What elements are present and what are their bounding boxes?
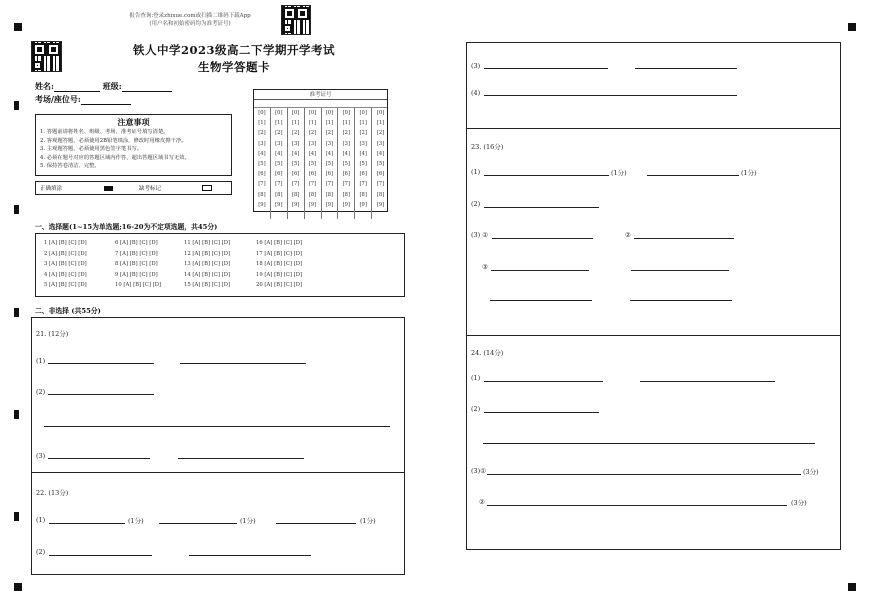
answer-line[interactable]	[49, 555, 152, 556]
answer-line[interactable]	[647, 175, 739, 176]
answer-line[interactable]	[484, 95, 737, 96]
exam-id-digit-bubble[interactable]: [6]	[292, 171, 300, 178]
exam-id-digit-bubble[interactable]: [0]	[376, 110, 385, 116]
notice-box	[35, 114, 232, 176]
exam-id-digit-bubble[interactable]: [0]	[359, 110, 367, 116]
answer-line[interactable]	[159, 523, 237, 524]
choice-row[interactable]: 1 [A] [B] [C] [D]	[44, 240, 87, 246]
exam-id-digit-bubble[interactable]: [7]	[258, 181, 266, 188]
exam-id-digit-bubble[interactable]: [1]	[359, 120, 367, 127]
answer-line[interactable]	[189, 555, 311, 556]
answer-line[interactable]	[484, 68, 608, 69]
answer-line[interactable]	[44, 426, 390, 427]
choice-group	[184, 238, 230, 291]
name-input[interactable]	[54, 83, 100, 92]
exam-id-digit-bubble[interactable]: [4]	[342, 150, 350, 157]
notice-item: 2. 客观题答题，必须使用2B铅笔填涂，修改时用橡皮擦干净。	[40, 137, 187, 144]
title-line2: 生物学答题卡	[198, 60, 270, 74]
q23-score-label: (1分)	[741, 169, 757, 177]
answer-line[interactable]	[484, 412, 599, 413]
exam-id-digit-bubble[interactable]: [9]	[376, 201, 385, 208]
q21-title: 21. (12分)	[36, 330, 69, 338]
exam-id-digit-bubble[interactable]: [1]	[292, 120, 300, 127]
notice-item: 5. 保持答卷清洁、完整。	[40, 163, 100, 170]
exam-id-title: 准考证号	[254, 90, 387, 100]
exam-id-digit-bubble[interactable]: [0]	[275, 110, 283, 116]
exam-id-digit-bubble[interactable]: [2]	[258, 130, 266, 137]
q24-part3-label: (3)①	[471, 467, 487, 475]
q22-title: 22. (13分)	[36, 489, 69, 497]
exam-id-digit-bubble[interactable]: [7]	[308, 181, 317, 188]
choice-row[interactable]: 14 [A] [B] [C] [D]	[184, 271, 231, 278]
exam-id-digit-bubble[interactable]: [1]	[342, 120, 350, 127]
q22-area[interactable]	[31, 472, 405, 575]
exam-id-digit-bubble[interactable]: [3]	[308, 140, 317, 147]
q23-part1-label: (1)	[471, 168, 481, 176]
exam-id-digit-bubble[interactable]: [8]	[342, 191, 350, 198]
choice-row[interactable]: 17 [A] [B] [C] [D]	[256, 250, 303, 257]
answer-line[interactable]	[48, 458, 150, 459]
exam-id-digit-bubble[interactable]: [5]	[308, 161, 317, 168]
q24-part1-label: (1)	[471, 374, 481, 382]
choice-row[interactable]: 15 [A] [B] [C] [D]	[184, 282, 231, 289]
exam-id-digit-bubble[interactable]: [1]	[308, 120, 317, 127]
exam-id-digit-bubble[interactable]: [6]	[275, 171, 283, 178]
q22-continued-area[interactable]	[466, 42, 841, 129]
exam-id-column[interactable]	[271, 108, 288, 219]
choice-row[interactable]: 16 [A] [B] [C] [D]	[256, 240, 303, 246]
exam-id-digit-bubble[interactable]: [8]	[258, 191, 266, 198]
choice-row[interactable]: 8 [A] [B] [C] [D]	[115, 261, 158, 268]
answer-line[interactable]	[49, 523, 125, 524]
exam-id-digit-bubble[interactable]: [5]	[258, 161, 266, 168]
exam-id-digit-bubble[interactable]: [3]	[292, 140, 300, 147]
exam-id-digit-bubble[interactable]: [7]	[292, 181, 300, 188]
answer-line[interactable]	[484, 207, 599, 208]
choice-row[interactable]: 2 [A] [B] [C] [D]	[44, 250, 87, 257]
q21-part3-label: (3)	[36, 452, 46, 460]
q24-score-label: (3分)	[791, 499, 807, 507]
class-input[interactable]	[122, 83, 172, 92]
exam-id-digit-bubble[interactable]: [0]	[258, 110, 266, 116]
exam-id-digit-bubble[interactable]: [5]	[376, 161, 385, 168]
choice-group	[256, 238, 302, 291]
exam-id-digit-bubble[interactable]: [5]	[342, 161, 350, 168]
q21-part1-label: (1)	[36, 357, 46, 365]
exam-id-digit-bubble[interactable]: [9]	[308, 201, 317, 208]
choice-row[interactable]: 18 [A] [B] [C] [D]	[256, 261, 303, 268]
answer-line[interactable]	[48, 394, 154, 395]
notice-heading: 注意事项	[117, 117, 150, 127]
exam-id-digit-bubble[interactable]: [9]	[258, 201, 266, 208]
answer-line[interactable]	[492, 238, 593, 239]
exam-id-digit-bubble[interactable]: [6]	[376, 171, 385, 178]
answer-line[interactable]	[487, 474, 801, 475]
exam-id-digit-bubble[interactable]: [4]	[376, 150, 385, 157]
choice-row[interactable]: 13 [A] [B] [C] [D]	[184, 261, 231, 268]
multiple-choice-groups	[36, 234, 404, 296]
exam-id-digit-bubble[interactable]: [1]	[258, 120, 266, 127]
exam-id-digit-bubble[interactable]: [8]	[275, 191, 283, 198]
exam-id-digit-bubble[interactable]: [2]	[308, 130, 317, 137]
absent-mark-label: 缺考标记	[139, 186, 162, 192]
q23-part3-label: (3) ①	[471, 231, 489, 239]
choice-row[interactable]: 5 [A] [B] [C] [D]	[44, 282, 87, 289]
name-field[interactable]	[35, 81, 172, 92]
exam-id-digit-bubble[interactable]: [3]	[376, 140, 385, 147]
q23-circle2-label: ②	[625, 231, 631, 239]
exam-id-digit-bubble[interactable]: [0]	[325, 110, 334, 116]
answer-line[interactable]	[487, 505, 787, 506]
report-notice-line1: 报告查询:登录zhixue.com或扫描二维码下载App	[129, 13, 251, 19]
exam-id-digit-bubble[interactable]: [2]	[292, 130, 300, 137]
exam-id-digit-bubble[interactable]: [8]	[292, 191, 300, 198]
q23-score-label: (1分)	[611, 169, 627, 177]
q24-title: 24. (14分)	[471, 349, 504, 357]
exam-id-digit-bubble[interactable]: [4]	[308, 150, 317, 157]
exam-id-digit-bubble[interactable]: [9]	[342, 201, 350, 208]
room-label: 考场/座位号:	[35, 94, 81, 104]
exam-id-digit-bubble[interactable]: [8]	[359, 191, 367, 198]
answer-line[interactable]	[630, 300, 732, 301]
page-title	[120, 42, 348, 75]
absent-mark-box[interactable]	[202, 185, 212, 191]
section2-heading: 二、非选择 (共55分)	[35, 307, 101, 315]
exam-id-column[interactable]	[338, 108, 355, 219]
answer-line[interactable]	[631, 270, 729, 271]
choice-group	[44, 238, 87, 291]
exam-id-digit-bubble[interactable]: [6]	[359, 171, 367, 178]
exam-id-column[interactable]	[254, 108, 271, 219]
exam-id-digit-bubble[interactable]: [6]	[258, 171, 266, 178]
exam-id-digit-bubble[interactable]: [6]	[325, 171, 334, 178]
correct-fill-label: 正确填涂	[40, 186, 63, 192]
exam-id-digit-bubble[interactable]: [1]	[325, 120, 334, 127]
exam-id-digit-bubble[interactable]: [8]	[325, 191, 334, 198]
exam-id-digit-bubble[interactable]: [8]	[308, 191, 317, 198]
exam-id-digit-bubble[interactable]: [3]	[359, 140, 367, 147]
q22-part4-label: (4)	[471, 89, 481, 97]
exam-id-digit-bubble[interactable]: [3]	[342, 140, 350, 147]
choice-row[interactable]: 20 [A] [B] [C] [D]	[256, 282, 303, 289]
q22-score-label: (1分)	[240, 517, 256, 525]
exam-id-digit-bubble[interactable]: [5]	[359, 161, 367, 168]
answer-line[interactable]	[178, 458, 304, 459]
answer-line[interactable]	[490, 300, 592, 301]
choice-group	[115, 238, 161, 291]
timing-mark	[14, 410, 19, 419]
alignment-mark	[848, 583, 856, 591]
exam-id-digit-bubble[interactable]: [2]	[376, 130, 385, 137]
q23-part2-label: (2)	[471, 200, 481, 208]
exam-id-digit-bubble[interactable]: [0]	[342, 110, 350, 116]
answer-line[interactable]	[48, 363, 154, 364]
q23-circle3-label: ③	[482, 263, 488, 271]
exam-id-digit-bubble[interactable]: [0]	[292, 110, 300, 116]
room-input[interactable]	[81, 96, 131, 105]
q24-area[interactable]	[466, 335, 841, 550]
notice-item: 3. 主观题答题，必须使用黑色签字笔书写。	[40, 146, 143, 153]
exam-id-digit-bubble[interactable]: [6]	[342, 171, 350, 178]
exam-id-digit-bubble[interactable]: [4]	[275, 150, 283, 157]
exam-id-digit-bubble[interactable]: [3]	[325, 140, 334, 147]
q21-area[interactable]	[31, 317, 405, 473]
exam-id-digit-bubble[interactable]: [9]	[325, 201, 334, 208]
q22-part1-label: (1)	[36, 516, 46, 524]
report-notice-line2: (用户名和初始密码均为准考证号)	[149, 21, 231, 27]
answer-line[interactable]	[483, 443, 815, 444]
exam-id-digit-bubble[interactable]: [7]	[342, 181, 350, 188]
q21-part2-label: (2)	[36, 388, 46, 396]
exam-id-digit-bubble[interactable]: [2]	[275, 130, 283, 137]
multiple-choice-box	[35, 233, 405, 297]
report-notice	[110, 12, 270, 28]
choice-row[interactable]: 11 [A] [B] [C] [D]	[184, 240, 231, 246]
exam-id-digit-bubble[interactable]: [5]	[275, 161, 283, 168]
alignment-mark	[848, 23, 856, 31]
exam-id-columns	[254, 107, 387, 219]
answer-line[interactable]	[634, 238, 734, 239]
exam-id-digit-bubble[interactable]: [9]	[275, 201, 283, 208]
answer-line[interactable]	[635, 68, 737, 69]
answer-line[interactable]	[484, 381, 603, 382]
exam-id-digit-bubble[interactable]: [2]	[325, 130, 334, 137]
choice-row[interactable]: 12 [A] [B] [C] [D]	[184, 250, 231, 257]
notice-item: 4. 必须在题号对应的答题区域内作答，超出答题区域书写无效。	[40, 154, 190, 161]
choice-row[interactable]: 19 [A] [B] [C] [D]	[256, 271, 303, 278]
exam-id-column[interactable]	[355, 108, 372, 219]
alignment-mark	[14, 583, 22, 591]
qr-code-icon	[281, 5, 311, 35]
exam-id-digit-bubble[interactable]: [7]	[359, 181, 367, 188]
exam-id-digit-bubble[interactable]: [4]	[292, 150, 300, 157]
exam-id-digit-bubble[interactable]: [1]	[376, 120, 385, 127]
timing-mark	[14, 512, 19, 521]
exam-id-digit-bubble[interactable]: [3]	[275, 140, 283, 147]
exam-id-digit-bubble[interactable]: [5]	[292, 161, 300, 168]
timing-mark	[14, 101, 19, 110]
notice-item: 1. 答题前请将姓名、班级、考场、准考证号填写清楚。	[40, 129, 169, 135]
exam-id-digit-bubble[interactable]: [7]	[275, 181, 283, 188]
answer-line[interactable]	[484, 175, 609, 176]
title-line1: 铁人中学2023级高二下学期开学考试	[132, 43, 335, 57]
exam-id-digit-bubble[interactable]: [4]	[325, 150, 334, 157]
q22-score-label: (1分)	[360, 517, 376, 525]
choice-row[interactable]: 6 [A] [B] [C] [D]	[115, 240, 158, 246]
room-field[interactable]	[35, 94, 131, 105]
exam-id-digit-bubble[interactable]: [9]	[359, 201, 367, 208]
answer-line[interactable]	[491, 270, 589, 271]
exam-id-digit-bubble[interactable]: [9]	[292, 201, 300, 208]
exam-id-column[interactable]	[372, 108, 389, 219]
exam-id-column[interactable]	[305, 108, 322, 219]
q24-score-label: (3分)	[803, 468, 819, 476]
exam-id-digit-bubble[interactable]: [1]	[275, 120, 283, 127]
correct-fill-sample	[104, 186, 113, 191]
answer-line[interactable]	[276, 523, 356, 524]
answer-line[interactable]	[640, 381, 775, 382]
name-label: 姓名:	[35, 81, 54, 91]
exam-id-digit-bubble[interactable]: [7]	[376, 181, 385, 188]
exam-id-digit-bubble[interactable]: [8]	[376, 191, 385, 198]
qr-code-icon	[31, 41, 62, 72]
section1-heading: 一、选择题(1~15为单选题;16-20为不定项选题，共45分)	[35, 223, 218, 231]
choice-row[interactable]: 3 [A] [B] [C] [D]	[44, 261, 87, 268]
q24-part2-label: (2)	[471, 405, 481, 413]
exam-id-digit-bubble[interactable]: [7]	[325, 181, 334, 188]
exam-id-digit-bubble[interactable]: [4]	[359, 150, 367, 157]
fill-example-box	[35, 181, 232, 195]
answer-line[interactable]	[180, 363, 306, 364]
q22-part3-label: (3)	[471, 62, 481, 70]
choice-row[interactable]: 10 [A] [B] [C] [D]	[115, 282, 162, 289]
alignment-mark	[14, 23, 22, 31]
exam-id-digit-bubble[interactable]: [3]	[258, 140, 266, 147]
q24-circle2-label: ②	[479, 498, 485, 506]
exam-id-digit-bubble[interactable]: [2]	[342, 130, 350, 137]
exam-id-column[interactable]	[288, 108, 305, 219]
choice-row[interactable]: 4 [A] [B] [C] [D]	[44, 271, 87, 278]
timing-mark	[14, 308, 19, 317]
choice-row[interactable]: 9 [A] [B] [C] [D]	[115, 271, 158, 278]
class-label: 班级:	[102, 81, 122, 91]
q23-area[interactable]	[466, 128, 841, 336]
exam-id-digit-bubble[interactable]: [2]	[359, 130, 367, 137]
exam-id-digit-bubble[interactable]: [0]	[308, 110, 317, 116]
timing-mark	[14, 205, 19, 214]
exam-id-column[interactable]	[322, 108, 339, 219]
q22-part2-label: (2)	[36, 548, 46, 556]
q22-score-label: (1分)	[128, 517, 144, 525]
exam-id-digit-bubble[interactable]: [6]	[308, 171, 317, 178]
q23-title: 23. (16分)	[471, 143, 504, 151]
choice-row[interactable]: 7 [A] [B] [C] [D]	[115, 250, 158, 257]
exam-id-digit-bubble[interactable]: [5]	[325, 161, 334, 168]
exam-id-digit-bubble[interactable]: [4]	[258, 150, 266, 157]
exam-id-grid	[253, 89, 388, 212]
